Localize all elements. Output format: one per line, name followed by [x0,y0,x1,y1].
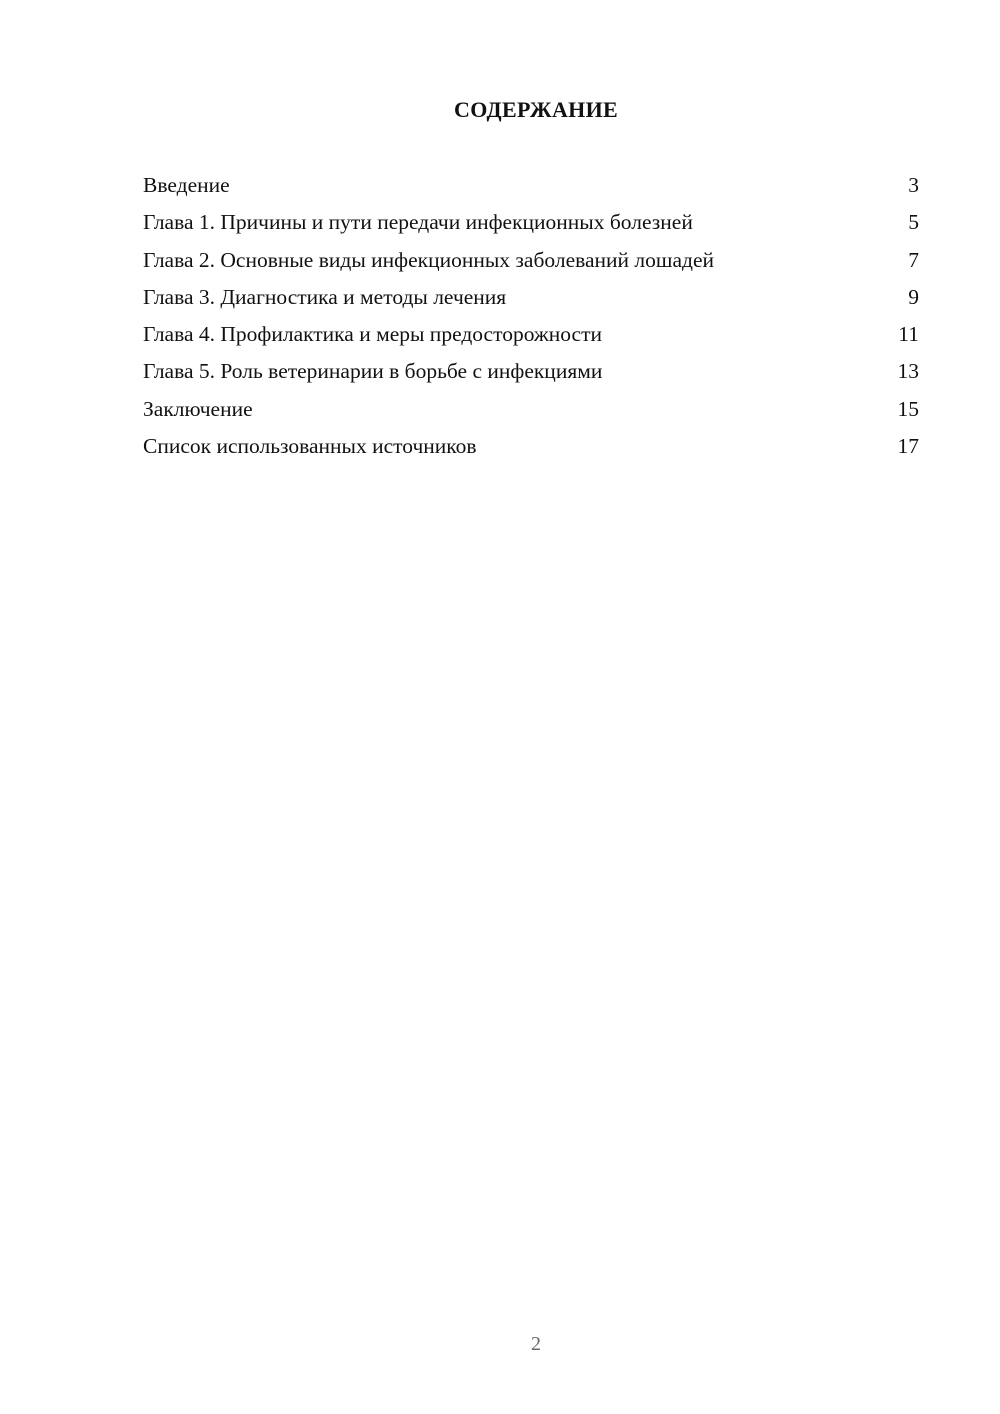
toc-entry-label: Заключение [143,396,253,421]
toc-entry-chapter-2 [143,243,919,280]
toc-entry-conclusion [143,392,919,429]
toc-entry-page: 7 [908,247,919,272]
toc-entry-chapter-3 [143,280,919,317]
toc-entry-page: 11 [898,322,919,347]
toc-entry-label: Глава 5. Роль ветеринарии в борьбе с инфекциями [143,359,603,384]
toc-entry-page: 13 [897,359,919,384]
toc-entry-label: Глава 4. Профилактика и меры предосторожности [143,322,603,347]
toc-entry-label: Список использованных источников [143,434,477,459]
page-title: СОДЕРЖАНИЕ [454,97,618,122]
page-number: 2 [531,1333,541,1355]
toc-entry-references [143,429,919,466]
toc-entry-page: 9 [908,284,919,309]
toc-entry-label: Глава 1. Причины и пути передачи инфекционных болезней [143,210,693,235]
toc-entry-label: Введение [143,173,230,197]
toc-entry-page: 5 [908,210,919,235]
toc-entry-label: Глава 2. Основные виды инфекционных заболеваний лошадей [143,247,714,272]
toc-entry-chapter-5 [143,354,919,391]
toc-entry-chapter-4 [143,317,919,354]
toc-entry-page: 3 [908,173,919,197]
toc-entry-page: 15 [897,396,919,421]
toc-entry-page: 17 [897,434,919,459]
toc-entry-chapter-1 [143,205,919,242]
table-of-contents [143,168,919,466]
toc-entry-introduction [143,168,919,205]
toc-entry-label: Глава 3. Диагностика и методы лечения [143,284,507,309]
